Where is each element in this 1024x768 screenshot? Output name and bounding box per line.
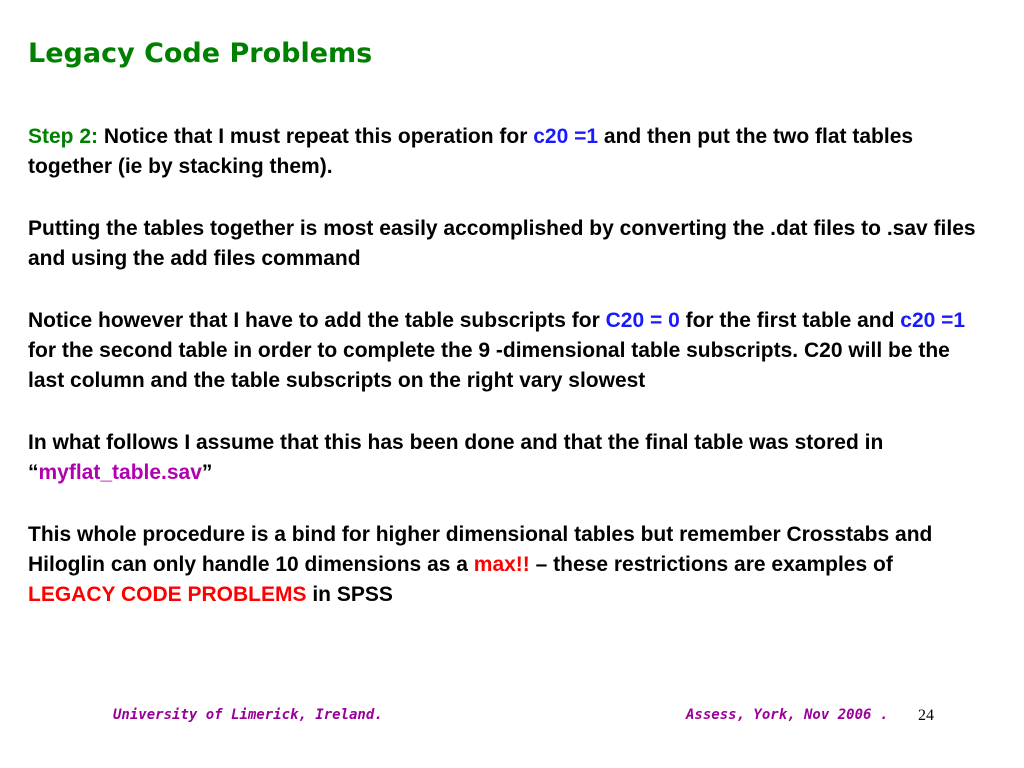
code-value: c20 =1 bbox=[900, 308, 966, 332]
slide-title: Legacy Code Problems bbox=[28, 38, 373, 69]
paragraph-legacy-problems bbox=[28, 520, 978, 611]
paragraph-text: for the first table and bbox=[679, 308, 901, 332]
paragraph-text: for the second table in order to complete the 9 -dimensional table subscripts. C20 will be the last column and the table subscripts on the right vary slowest bbox=[28, 339, 950, 393]
paragraph-subscripts bbox=[28, 306, 978, 397]
paragraph-text: Notice that I must repeat this operation for bbox=[98, 125, 534, 148]
code-value: c20 =1 bbox=[533, 125, 599, 148]
footer-institution: University of Limerick, Ireland. bbox=[113, 707, 383, 723]
paragraph-text: in SPSS bbox=[306, 583, 393, 607]
slide-body bbox=[28, 122, 978, 642]
paragraph-text: and then put the two flat tables together (ie by stacking them). bbox=[28, 125, 914, 179]
paragraph-step-2 bbox=[28, 122, 978, 183]
paragraph-combining-tables: Putting the tables together is most easily accomplished by converting the .dat files to .sav files and using the add files command bbox=[28, 216, 976, 271]
filename: myflat_table.sav bbox=[38, 461, 202, 485]
paragraph-text: Notice however that I have to add the table subscripts for bbox=[28, 308, 606, 332]
paragraph-text: – these restrictions are examples of bbox=[529, 553, 893, 577]
emphasis-max: max!! bbox=[473, 553, 530, 577]
code-value: C20 = 0 bbox=[605, 308, 680, 332]
page-number: 24 bbox=[918, 707, 934, 724]
paragraph-text: This whole procedure is a bind for higher dimensional tables but remember Crosstabs and Hiloglin can only handle 10 dimensions as a bbox=[28, 522, 933, 577]
emphasis-legacy-code-problems: LEGACY CODE PROBLEMS bbox=[28, 583, 307, 607]
paragraph-text: In what follows I assume that this has been done and that the final table was stored in “ bbox=[28, 430, 884, 485]
step-label: Step 2: bbox=[28, 125, 99, 148]
paragraph-assumption bbox=[28, 428, 978, 489]
paragraph-text: ” bbox=[201, 461, 213, 485]
footer-event: Assess, York, Nov 2006 . bbox=[686, 707, 889, 723]
